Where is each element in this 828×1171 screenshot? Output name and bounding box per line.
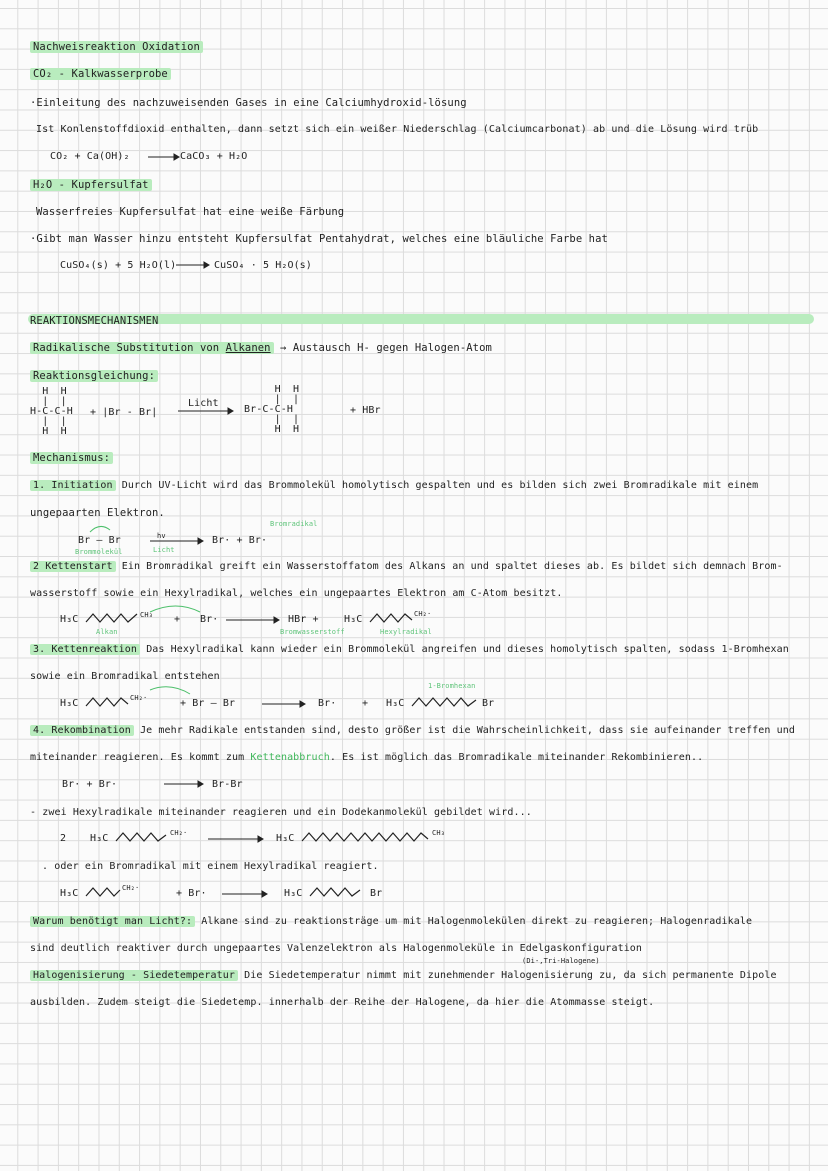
mechanisms-heading: REAKTIONSMECHANISMEN <box>30 315 159 327</box>
rek-two: 2 <box>60 833 67 844</box>
rek-eq-right: Br-Br <box>212 779 243 790</box>
init-reactant: Br — Br <box>78 535 121 546</box>
arrow-kettenreaktion <box>262 701 305 707</box>
bromwasserstoff-note: Bromwasserstoff <box>280 628 345 636</box>
kr-ch2: CH₂· <box>130 694 148 702</box>
alkane-ch3: CH₃ <box>140 611 153 619</box>
rek2-br-product: Br <box>370 888 383 899</box>
h2o-line1: Wasserfreies Kupfersulfat hat eine weiße Färbung <box>36 206 345 218</box>
arrow-kettenstart <box>226 617 279 623</box>
zigzag-bromhexan <box>412 698 476 706</box>
bromhexan-note: 1-Bromhexan <box>428 682 476 690</box>
radsub-line: Radikalische Substitution von Alkanen → Austausch H- gegen Halogen-Atom <box>30 342 492 354</box>
h2o-heading: H₂O - Kupfersulfat <box>30 179 152 191</box>
bromradikal-note: Bromradikal <box>270 520 318 528</box>
rekombination-line1: 4. Rekombination Je mehr Radikale entstanden sind, desto größer ist die Wahrscheinlichkeit, dass sie aufeinander treffen und <box>30 725 795 737</box>
h2o-line2: ·Gibt man Wasser hinzu entsteht Kupfersulfat Pentahydrat, welches eine bläuliche Farbe hat <box>30 233 608 245</box>
kr-br-radical: Br· <box>318 698 337 709</box>
licht-note: Licht <box>153 546 175 554</box>
co2-eq-right: CaCO₃ + H₂O <box>180 151 248 162</box>
page-title: Nachweisreaktion Oxidation <box>30 41 203 53</box>
rekombination-line4: . oder ein Bromradikal mit einem Hexylradikal reagiert. <box>42 861 379 872</box>
zigzag-dodekan <box>302 833 428 841</box>
rek-eq-left: Br· + Br· <box>62 779 118 790</box>
kettenstart-line1: 2 Kettenstart Ein Bromradikal greift ein Wasserstoffatom des Alkans an und spaltet dieses ab. Es bildet sich demnach Brom- <box>30 561 783 573</box>
rek-h3c: H₃C <box>90 833 109 844</box>
rek-ch3-product: CH₃ <box>432 829 445 837</box>
green-curve-init <box>90 526 110 532</box>
h2o-eq-right: CuSO₄ · 5 H₂O(s) <box>214 260 312 271</box>
co2-eq-left: CO₂ + Ca(OH)₂ <box>50 151 130 162</box>
co2-line1: ·Einleitung des nachzuweisenden Gases in eine Calciumhydroxid-lösung <box>30 97 467 109</box>
zigzag-rek2-product <box>310 888 360 896</box>
zigzag-kr-hexyl <box>86 698 128 706</box>
kr-h3c-product: H₃C <box>386 698 405 709</box>
hbr-product: + HBr <box>350 405 381 416</box>
rek2-h3c-product: H₃C <box>284 888 303 899</box>
arrow-rek3 <box>222 891 267 897</box>
co2-heading: CO₂ - Kalkwasserprobe <box>30 68 171 80</box>
arrow-h2o <box>176 262 209 268</box>
bromoethane-structure: H H | | Br-C-C-H | | H H <box>244 384 300 435</box>
arrow-rek1 <box>164 781 203 787</box>
arrow-substitution <box>178 408 233 414</box>
kett-br-radical: Br· <box>200 614 219 625</box>
kettenreaktion-line1: 3. Kettenreaktion Das Hexylradikal kann wieder ein Brommolekül angreifen und dieses homolytisch spalten, sodass 1-Bromhexan <box>30 644 789 656</box>
h2o-eq-left: CuSO₄(s) + 5 H₂O(l) <box>60 260 177 271</box>
arrow-initiation <box>150 538 203 544</box>
hv-label: hv <box>157 532 166 540</box>
arrow-rek2 <box>208 836 263 842</box>
hexylradikal-note: Hexylradikal <box>380 628 432 636</box>
rek-h3c-product: H₃C <box>276 833 295 844</box>
zigzag-alkane <box>86 614 137 622</box>
kett-ch2: CH₂· <box>414 610 432 618</box>
rekombination-line3: - zwei Hexylradikale miteinander reagieren und ein Dodekanmolekül gebildet wird... <box>30 807 532 818</box>
rek2-h3c: H₃C <box>60 888 79 899</box>
rg-label: Reaktionsgleichung: <box>30 370 158 382</box>
warum-line1: Warum benötigt man Licht?: Alkane sind zu reaktionsträge um mit Halogenmolekülen direkt zu reagieren; Halogenradikale <box>30 916 752 928</box>
rek2-plus-br: + Br· <box>176 888 207 899</box>
kett-plus: + <box>174 614 181 625</box>
arrow-co2 <box>148 154 179 160</box>
green-curve-kr <box>150 687 190 694</box>
kett-hbr: HBr + <box>288 614 319 625</box>
halogen-line2: ausbilden. Zudem steigt die Siedetemp. innerhalb der Reihe der Halogene, da hier die Atommasse steigt. <box>30 997 655 1008</box>
ethane-structure: H H | | H-C-C-H | | H H <box>30 386 73 437</box>
zigzag-rek2-hexyl <box>86 888 120 896</box>
kr-bromine: + Br — Br <box>180 698 236 709</box>
kr-br-product: Br <box>482 698 495 709</box>
initiation-line1: 1. Initiation Durch UV-Licht wird das Brommolekül homolytisch gespalten und es bilden sich zwei Bromradikale mit einem <box>30 480 758 492</box>
kettenstart-line2: wasserstoff sowie ein Hexylradikal, welches ein ungepaartes Elektron am C-Atom besitzt. <box>30 588 563 599</box>
mechanismus-label: Mechanismus: <box>30 452 113 464</box>
licht-label: Licht <box>188 398 219 409</box>
rek-ch2: CH₂· <box>170 829 188 837</box>
halogen-line1: Halogenisierung - Siedetemperatur Die Siedetemperatur nimmt mit zunehmender Halogenisierung zu, da sich permanente Dipole <box>30 970 777 982</box>
co2-line2: Ist Konlenstoffdioxid enthalten, dann setzt sich ein weißer Niederschlag (Calciumcarbonat) ab und die Lösung wird trüb <box>36 124 759 135</box>
zigzag-hexyl <box>370 614 412 622</box>
alkane-h3c: H₃C <box>60 614 79 625</box>
warum-line2: sind deutlich reaktiver durch ungepaartes Valenzelektron als Halogenmoleküle in Edelgaskonfiguration <box>30 943 643 954</box>
warum-small-note: (Di-,Tri-Halogene) <box>522 957 600 965</box>
kr-h3c: H₃C <box>60 698 79 709</box>
kr-plus: + <box>362 698 369 709</box>
kett-h3c: H₃C <box>344 614 363 625</box>
green-curve-kett <box>150 606 200 612</box>
brommolekuel-note: Brommolekül <box>75 548 123 556</box>
bromine-reactant: + |Br - Br| <box>90 407 158 418</box>
alkan-note: Alkan <box>96 628 118 636</box>
initiation-line2: ungepaarten Elektron. <box>30 507 165 519</box>
kettenreaktion-line2: sowie ein Bromradikal entstehen <box>30 671 220 682</box>
init-products: Br· + Br· <box>212 535 268 546</box>
rek2-ch2: CH₂· <box>122 884 140 892</box>
zigzag-rek-hexyl <box>116 833 166 841</box>
rekombination-line2: miteinander reagieren. Es kommt zum Kettenabbruch. Es ist möglich das Bromradikale miteinander Rekombinieren.. <box>30 752 704 763</box>
